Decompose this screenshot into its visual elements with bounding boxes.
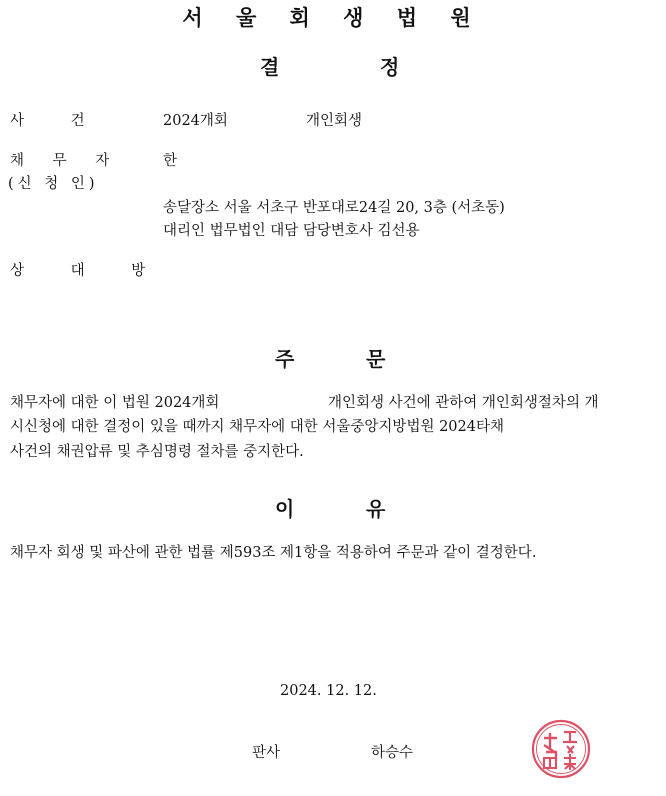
judge-seal bbox=[530, 718, 592, 780]
case-number: 2024개회 bbox=[163, 113, 228, 129]
decision-date: 2024. 12. 12. bbox=[280, 683, 377, 699]
debtor-label: 채 무 자 bbox=[10, 153, 122, 169]
order-line-1a: 채무자에 대한 이 법원 2024개회 bbox=[10, 395, 220, 411]
order-heading-char-2: 문 bbox=[366, 347, 386, 371]
judge-name: 하승수 bbox=[371, 745, 414, 761]
order-heading-char-1: 주 bbox=[275, 347, 295, 371]
document-type-char-2: 정 bbox=[380, 55, 400, 79]
debtor-name: 한 bbox=[163, 153, 178, 169]
order-line-1b: 개인회생 사건에 관하여 개인회생절차의 개 bbox=[328, 395, 599, 411]
order-line-2: 시신청에 대한 결정이 있을 때까지 채무자에 대한 서울중앙지방법원 2024타채 bbox=[10, 419, 504, 435]
reason-heading-char-1: 이 bbox=[275, 497, 295, 521]
reason-text: 채무자 회생 및 파산에 관한 법률 제593조 제1항을 적용하여 주문과 같이 결정한다. bbox=[10, 545, 537, 561]
judge-title: 판사 bbox=[252, 745, 281, 761]
order-line-3: 사건의 채권압류 및 추심명령 절차를 중지한다. bbox=[10, 444, 304, 460]
debtor-address: 송달장소 서울 서초구 반포대로24길 20, 3층 (서초동) bbox=[163, 200, 505, 216]
case-name: 개인회생 bbox=[306, 113, 363, 129]
document-type-char-1: 결 bbox=[260, 55, 280, 79]
court-title: 서 울 회 생 법 원 bbox=[182, 6, 484, 30]
counterparty-label: 상 대 방 bbox=[10, 263, 167, 279]
reason-heading-char-2: 유 bbox=[366, 497, 386, 521]
case-label: 사 건 bbox=[10, 113, 106, 129]
applicant-label: (신 청 인) bbox=[8, 176, 99, 192]
debtor-agent: 대리인 법무법인 대담 담당변호사 김선용 bbox=[163, 223, 420, 239]
